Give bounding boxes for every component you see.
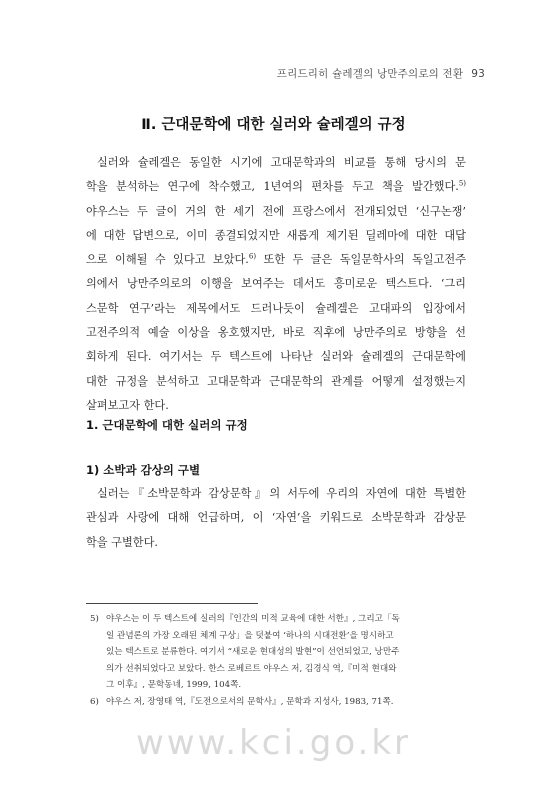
footnote-line: 일 관념론의 가장 오래된 체계 구상」을 덧붙여 ‘하나의 시대전환’을 명시하고 [106, 630, 394, 641]
paragraph-2 [86, 482, 466, 555]
paragraph-line-text: 으로 이해될 수 있다고 보았다. [86, 253, 249, 267]
section-title: Ⅱ. 근대문학에 대한 실러와 슐레겔의 규정 [141, 117, 406, 133]
footnote-number: 6) [90, 696, 99, 707]
subsubsection-heading: 1) 소박과 감상의 구별 [86, 463, 201, 477]
paragraph-line: 실러와 슐레겔은 동일한 시기에 고대문학과의 비교를 통해 당시의 문 [97, 156, 466, 169]
paragraph-line-text: 또한 두 글은 독일문학사의 독일고전주 [256, 253, 467, 267]
paragraph-line [86, 248, 466, 272]
paragraph-line: 야우스는 두 글이 거의 한 세기 전에 프랑스에서 전개되었던 ‘신구논쟁’ [86, 204, 466, 218]
paragraph-1 [86, 151, 466, 418]
footnotes [90, 611, 466, 711]
paragraph-line: 관심과 사랑에 대해 언급하며, 이 ‘자연’을 키워드로 소박문학과 감상문 [86, 511, 466, 525]
paragraph-line: 의에서 낭만주의로의 이행을 보여주는 데서도 흥미로운 텍스트다. ‘그리 [86, 277, 466, 291]
paragraph-line: 회하게 된다. 여기서는 두 텍스트에 나타난 실러와 슐레겔의 근대문학에 [86, 350, 466, 364]
footnote-divider [86, 603, 258, 604]
paragraph-line-text: 학을 분석하는 연구에 착수했고, 1년여의 편차를 두고 책을 발간했다. [86, 180, 459, 194]
footnote-5 [90, 611, 466, 694]
footnote-6 [90, 694, 466, 711]
paragraph-line: 학을 구별한다. [86, 535, 158, 549]
paragraph-line: 에 대한 답변으로, 이미 종결되었지만 새롭게 제기된 딜레마에 대한 대답 [86, 228, 466, 242]
footnote-line: 의가 선취되었다고 보았다. 한스 로베르트 야우스 저, 김경식 역,『미적 현대와 [106, 663, 397, 674]
watermark: www.kci.go.kr [135, 723, 411, 763]
footnote-ref-6[interactable]: 6) [248, 252, 257, 261]
footnote-text [106, 611, 466, 694]
footnote-line: 야우스는 이 두 텍스트에 실러의『인간의 미적 교육에 대한 서한』, 그리고「독 [106, 614, 400, 624]
subsection-heading: 1. 근대문학에 대한 실러의 규정 [86, 418, 248, 432]
footnote-line: 그 이후』, 문학동네, 1999, 104쪽. [106, 680, 242, 691]
paragraph-line: 살펴보고자 한다. [86, 398, 169, 412]
footnote-line: 야우스 저, 장영태 역,『도전으로서의 문학사』, 문학과 지성사, 1983, 71쪽. [106, 696, 394, 707]
paragraph-line: 스문학 연구’라는 제목에서도 드러나듯이 슐레겔은 고대파의 입장에서 [86, 301, 466, 315]
running-head [277, 66, 485, 81]
paragraph-line: 실러는『소박문학과 감상문학』의 서두에 우리의 자연에 대한 특별한 [97, 487, 466, 500]
running-head-title: 프리드리히 슐레겔의 낭만주의로의 전환 [276, 68, 464, 80]
footnote-line: 있는 텍스트로 분류한다. 여기서 “새로운 현대성의 발현”이 선언되었고, 낭만주 [106, 647, 400, 658]
footnote-number: 5) [90, 614, 99, 624]
paragraph-line: 고전주의적 예술 이상을 옹호했지만, 바로 직후에 낭만주의로 방향을 선 [86, 326, 466, 340]
footnote-text [106, 694, 466, 711]
paragraph-line: 대한 규정을 분석하고 고대문학과 근대문학의 관계를 어떻게 설정했는지 [86, 374, 466, 388]
paragraph-line [86, 175, 466, 199]
footnote-ref-5[interactable]: 5) [458, 179, 466, 188]
page-number: 93 [471, 68, 485, 80]
